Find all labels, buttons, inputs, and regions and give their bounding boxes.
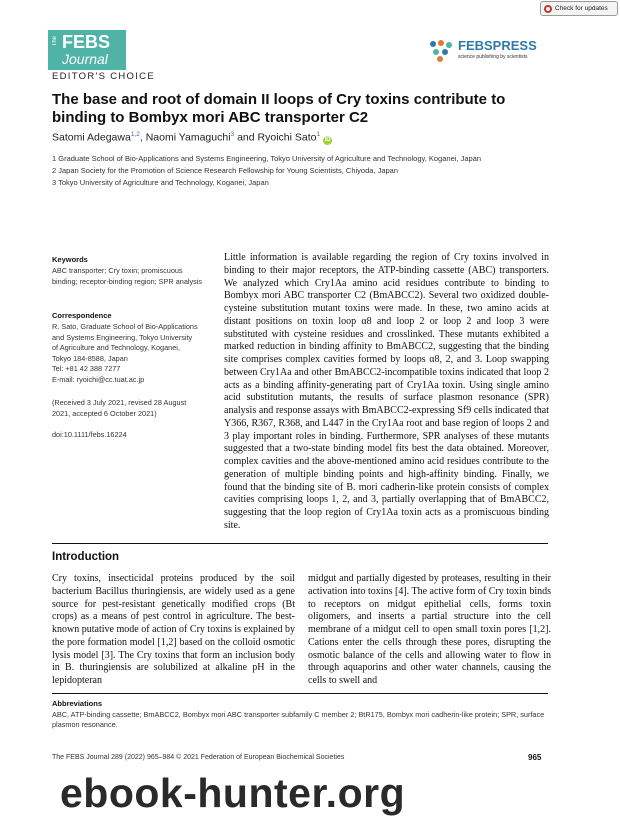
section-divider [52,543,548,544]
journal-logo-febs: FEBS [62,32,111,52]
author-list [52,131,332,145]
introduction-heading: Introduction [52,551,120,563]
author-separator: , [139,131,146,144]
orcid-icon[interactable]: iD [324,136,331,143]
correspondence-line: and Systems Engineering, Tokyo University [52,332,193,342]
check-for-updates-button[interactable] [540,1,618,16]
author-affiliation-marker: 3 [230,131,235,138]
journal-logo [48,30,126,70]
editors-choice-label: EDITOR'S CHOICE [52,71,155,82]
crossmark-icon [544,5,552,13]
article-title: The base and root of domain II loops of Cry toxins contribute to binding to Bombyx mori ABC transporter C2 [52,91,506,126]
introduction-column-left: Cry toxins, insecticidal proteins produced by the soil bacterium Bacillus thuringiensis, are widely used as a gene source for pest-resistant genetically modified crops (Bt crops) as a means of pest control in agriculture. The best-known putative mode of action of Cry toxins is explained by the pore formation model [1,2] based on the colloid osmotic lysis model [3]. The Cry toxins that form an inclusion body in B. thuringiensis are solubilized at alkaline pH in the lepidopteran [52,573,295,686]
doi-link[interactable]: doi:10.1111/febs.16224 [52,430,127,439]
correspondence-line: Tokyo 184-8588, Japan [52,353,128,363]
author-affiliation-marker: 1,2 [130,131,140,138]
keywords-text: ABC transporter; Cry toxin; promiscuous binding; receptor-binding region; SPR analysis [52,266,203,286]
abbreviations-divider [52,693,548,694]
correspondence-block [52,322,204,385]
author-name[interactable]: Satomi Adegawa [52,131,131,144]
abbreviations-text: ABC, ATP-binding cassette; BmABCC2, Bombyx mori ABC transporter subfamily C member 2; BtR175, Bombyx mori cadherin-like protein; SPR, surface plasmon resonance. [52,710,545,729]
febs-press-tagline: science publishing by scientists [458,54,528,60]
author-separator: and [234,131,258,144]
correspondence-line: R. Sato, Graduate School of Bio-Applications [52,322,198,331]
correspondence-email[interactable]: E-mail: ryoichi@cc.tuat.ac.jp [52,374,145,384]
affiliation: 2 Japan Society for the Promotion of Science Research Fellowship for Young Scientists, Chiyoda, Japan [52,166,399,175]
febs-press-dots-icon [428,39,454,63]
author-affiliation-marker: 1 [316,131,321,138]
affiliation: 3 Tokyo University of Agriculture and Technology, Koganei, Japan [52,178,269,187]
footer-citation: The FEBS Journal 289 (2022) 965–984 © 2021 Federation of European Biochemical Societies [52,754,345,761]
correspondence-line: Tel: +81 42 388 7277 [52,364,121,373]
page-number: 965 [528,753,542,762]
correspondence-line: of Agriculture and Technology, Koganei, [52,343,180,352]
abbreviations-heading: Abbreviations [52,699,103,708]
abstract-text: Little information is available regarding the region of Cry toxins involved in binding to their major receptors, the ATP-binding cassette (ABC) transporters. We analyzed which Cry1Aa amino acid residues contribute to binding to Bombyx mori ABC transporter C2 (BmABCC2). Several two oxidized double-cysteine substitution mutant toxins were made. In these, two amino acids at distant positions on toxin loop α8 and loop 2 or loop 2 and loop 3 were substituted with cysteine residues and crosslinked. These mutants exhibited a marked reduction in binding affinity to BmABCC2, suggesting that the binding site comprises complex cavities formed by loops α8, 2, and 3. Loop swapping between Cry1Aa and other BmABCC2-incompatible toxins indicated that loop 2 acts as a binding affinity-generating part of Cry1Aa toxin. Using single amino acid substitution mutants, the results of surface plasmon resonance (SPR) analysis and response assays with BmABCC2-expressing Sf9 cells indicated that Y366, R367, R368, and L447 in the Cry1Aa root and base region of loops 2 and 3 play important roles in binding. Furthermore, SPR analyses of these mutants suggested that a two-state binding model fits best the data obtained. Moreover, complex cavities and the above-mentioned amino acid residues contribute to the generation of multiple binding points and high-affinity binding. Finally, we found that the binding site of B. mori cadherin-like protein consists of complex cavities comprising loops 1, 2, and 3, partially overlapping that of BmABCC2, suggesting that the loop region of Cry1Aa toxin acts as a promiscuous binding site. [224,252,549,531]
keywords-heading: Keywords [52,255,88,264]
journal-logo-journal: Journal [62,51,108,67]
febs-press-name: FEBSPRESS [458,38,537,53]
journal-logo-the: The [52,36,58,47]
check-for-updates-label: Check for updates [555,5,608,12]
author-name[interactable]: Naomi Yamaguchi [145,131,231,144]
introduction-column-right: midgut and partially digested by proteases, resulting in their activation into toxins [4]. The active form of Cry toxin binds to receptors on midgut epithelial cells, forms toxin oligomers, and inserts a partial structure into the cell membrane of a midgut cell to open small toxin pores [1,2]. Cations enter the cells through these pores, disrupting the osmotic balance of the cells and allowing water to flow in through aquaporins and other water channels, causing the cells to swell and [308,573,551,686]
author-name[interactable]: Ryoichi Sato [257,131,317,144]
watermark: ebook-hunter.org [60,770,406,816]
received-dates: (Received 3 July 2021, revised 28 August 2021, accepted 6 October 2021) [52,398,187,418]
correspondence-heading: Correspondence [52,311,112,320]
febs-press-logo [428,36,540,66]
affiliation: 1 Graduate School of Bio-Applications and Systems Engineering, Tokyo University of Agriculture and Technology, Koganei, Japan [52,154,482,163]
